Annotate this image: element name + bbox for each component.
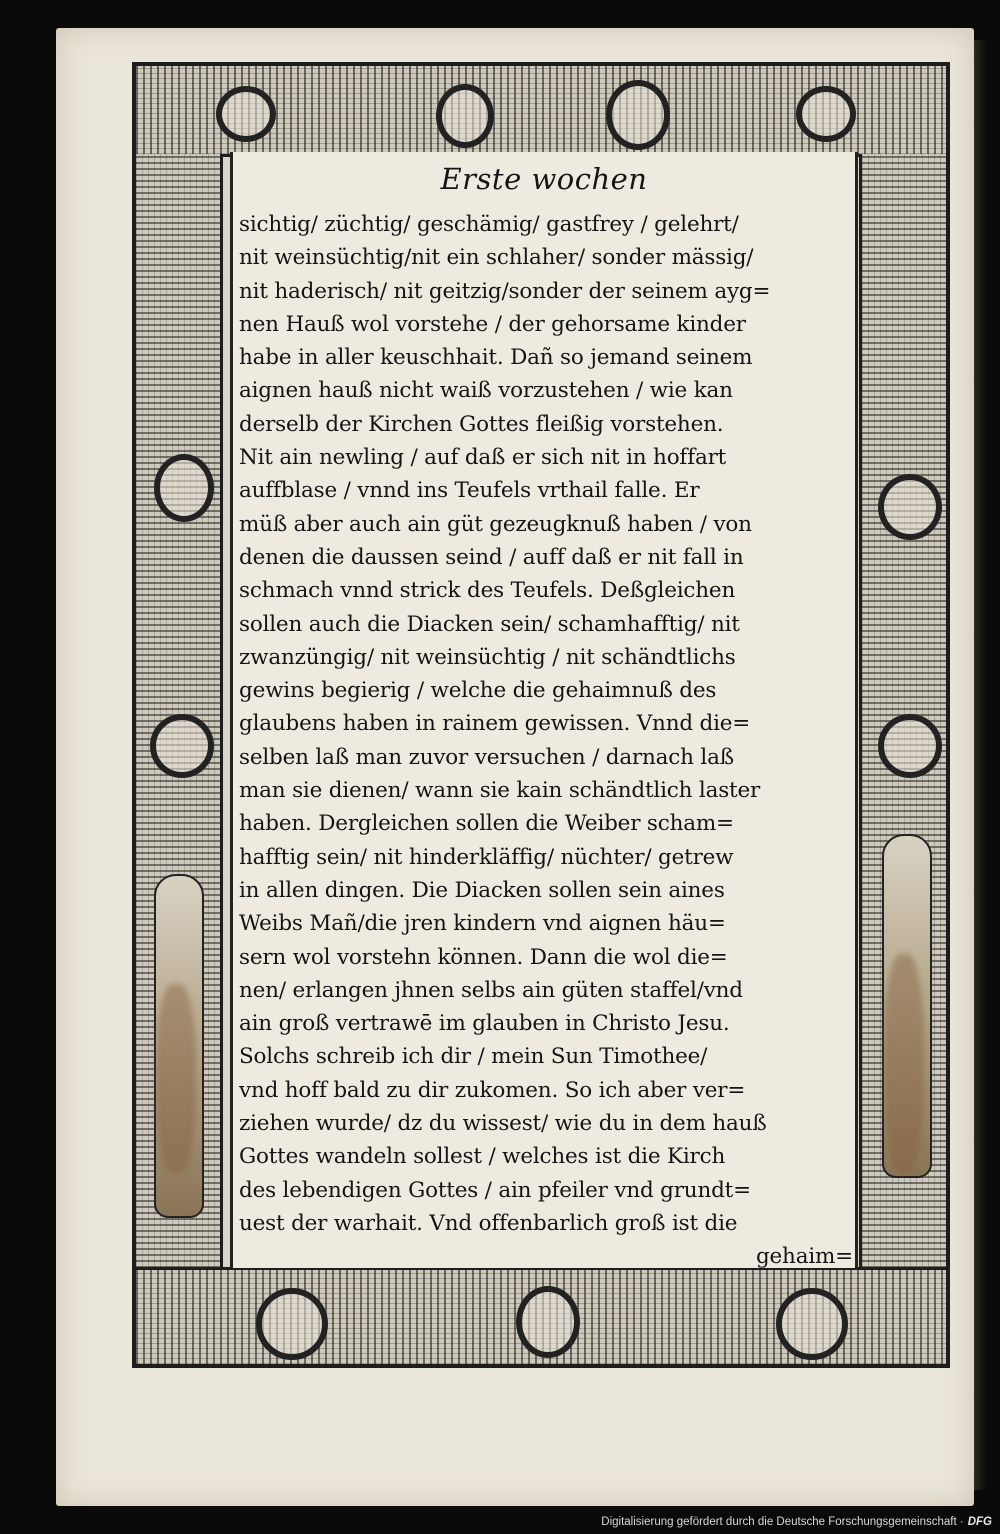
text-line: denen die daussen seind / auff daß er nit fall in (239, 544, 744, 570)
spiral-ornament-icon (154, 454, 214, 522)
text-line: hafftig sein/ nit hinderkläffig/ nüchter/ getrew (239, 844, 734, 870)
text-line: nen/ erlangen jhnen selbs ain güten staffel/vnd (239, 977, 743, 1003)
text-line: sern wol vorstehn können. Dann die wol die= (239, 944, 728, 970)
spiral-ornament-icon (878, 714, 942, 778)
page-edge (974, 40, 986, 1490)
text-line: auffblase / vnnd ins Teufels vrthail falle. Er (239, 478, 700, 504)
text-line: gewins begierig / welche die gehaimnuß des (239, 678, 717, 704)
text-line: in allen dingen. Die Diacken sollen sein aines (239, 877, 725, 903)
border-right-ornament (859, 154, 946, 1274)
text-line: nit weinsüchtig/nit ein schlaher/ sonder mässig/ (239, 245, 754, 271)
scroll-ornament-icon (216, 86, 276, 142)
spiral-ornament-icon (878, 474, 942, 540)
text-line: selben laß man zuvor versuchen / darnach laß (239, 744, 734, 770)
funding-credit (601, 1516, 992, 1528)
wheel-ornament-icon (256, 1288, 328, 1360)
face-medallion-icon (436, 84, 494, 148)
text-line: zwanzüngig/ nit weinsüchtig / nit schändtlichs (239, 644, 736, 670)
wheel-ornament-icon (776, 1288, 848, 1360)
scroll-ornament-icon (796, 86, 856, 142)
text-line: Solchs schreib ich dir / mein Sun Timothee/ (239, 1044, 708, 1070)
text-line: sollen auch die Diacken sein/ schamhafftig/ nit (239, 611, 740, 637)
face-medallion-icon (516, 1286, 580, 1358)
text-line: Weibs Mañ/die jren kindern vnd aignen häu= (239, 911, 726, 937)
border-top-ornament (136, 66, 946, 157)
border-left-ornament (136, 154, 223, 1274)
text-block (230, 152, 858, 1268)
text-line: man sie dienen/ wann sie kain schändtlich laster (239, 778, 761, 804)
text-line: derselb der Kirchen Gottes fleißig vorstehen. (239, 411, 724, 437)
text-line: nit haderisch/ nit geitzig/sonder der seinem ayg= (239, 278, 771, 304)
text-line: haben. Dergleichen sollen die Weiber scham= (239, 811, 734, 837)
text-line: müß aber auch ain güt gezeugknuß haben / von (239, 511, 752, 537)
text-line: Nit ain newling / auf daß er sich nit in hoffart (239, 445, 727, 471)
text-lines (239, 208, 855, 1274)
stain-left (156, 984, 196, 1174)
face-medallion-icon (606, 80, 670, 150)
border-bottom-ornament (136, 1267, 946, 1364)
text-line: aignen hauß nicht waiß vorzustehen / wie kan (239, 378, 733, 404)
text-line: ain groß vertrawē im glauben in Christo Jesu. (239, 1011, 730, 1037)
stain-right (884, 954, 924, 1174)
running-head: Erste wochen (440, 162, 648, 196)
text-line: habe in aller keuschhait. Dañ so jemand seinem (239, 345, 753, 371)
text-line: Gottes wandeln sollest / welches ist die Kirch (239, 1144, 726, 1170)
text-line: nen Hauß wol vorstehe / der gehorsame kinder (239, 311, 746, 337)
text-line: vnd hoff bald zu dir zukomen. So ich aber ver= (239, 1077, 746, 1103)
text-line: sichtig/ züchtig/ geschämig/ gastfrey / gelehrt/ (239, 212, 739, 237)
dfg-logo-icon: DFG (967, 1516, 992, 1528)
spiral-ornament-icon (150, 714, 214, 778)
text-line: schmach vnnd strick des Teufels. Deßgleichen (239, 578, 736, 604)
text-line: des lebendigen Gottes / ain pfeiler vnd grundt= (239, 1177, 751, 1203)
catchword: gehaim= (755, 1244, 853, 1270)
text-line: ziehen wurde/ dz du wissest/ wie du in dem hauß (239, 1111, 767, 1137)
credit-text: Digitalisierung gefördert durch die Deutsche Forschungsgemeinschaft · (601, 1516, 964, 1528)
text-line: uest der warhait. Vnd offenbarlich groß ist die (239, 1210, 738, 1236)
text-line: glaubens haben in rainem gewissen. Vnnd die= (239, 711, 751, 737)
